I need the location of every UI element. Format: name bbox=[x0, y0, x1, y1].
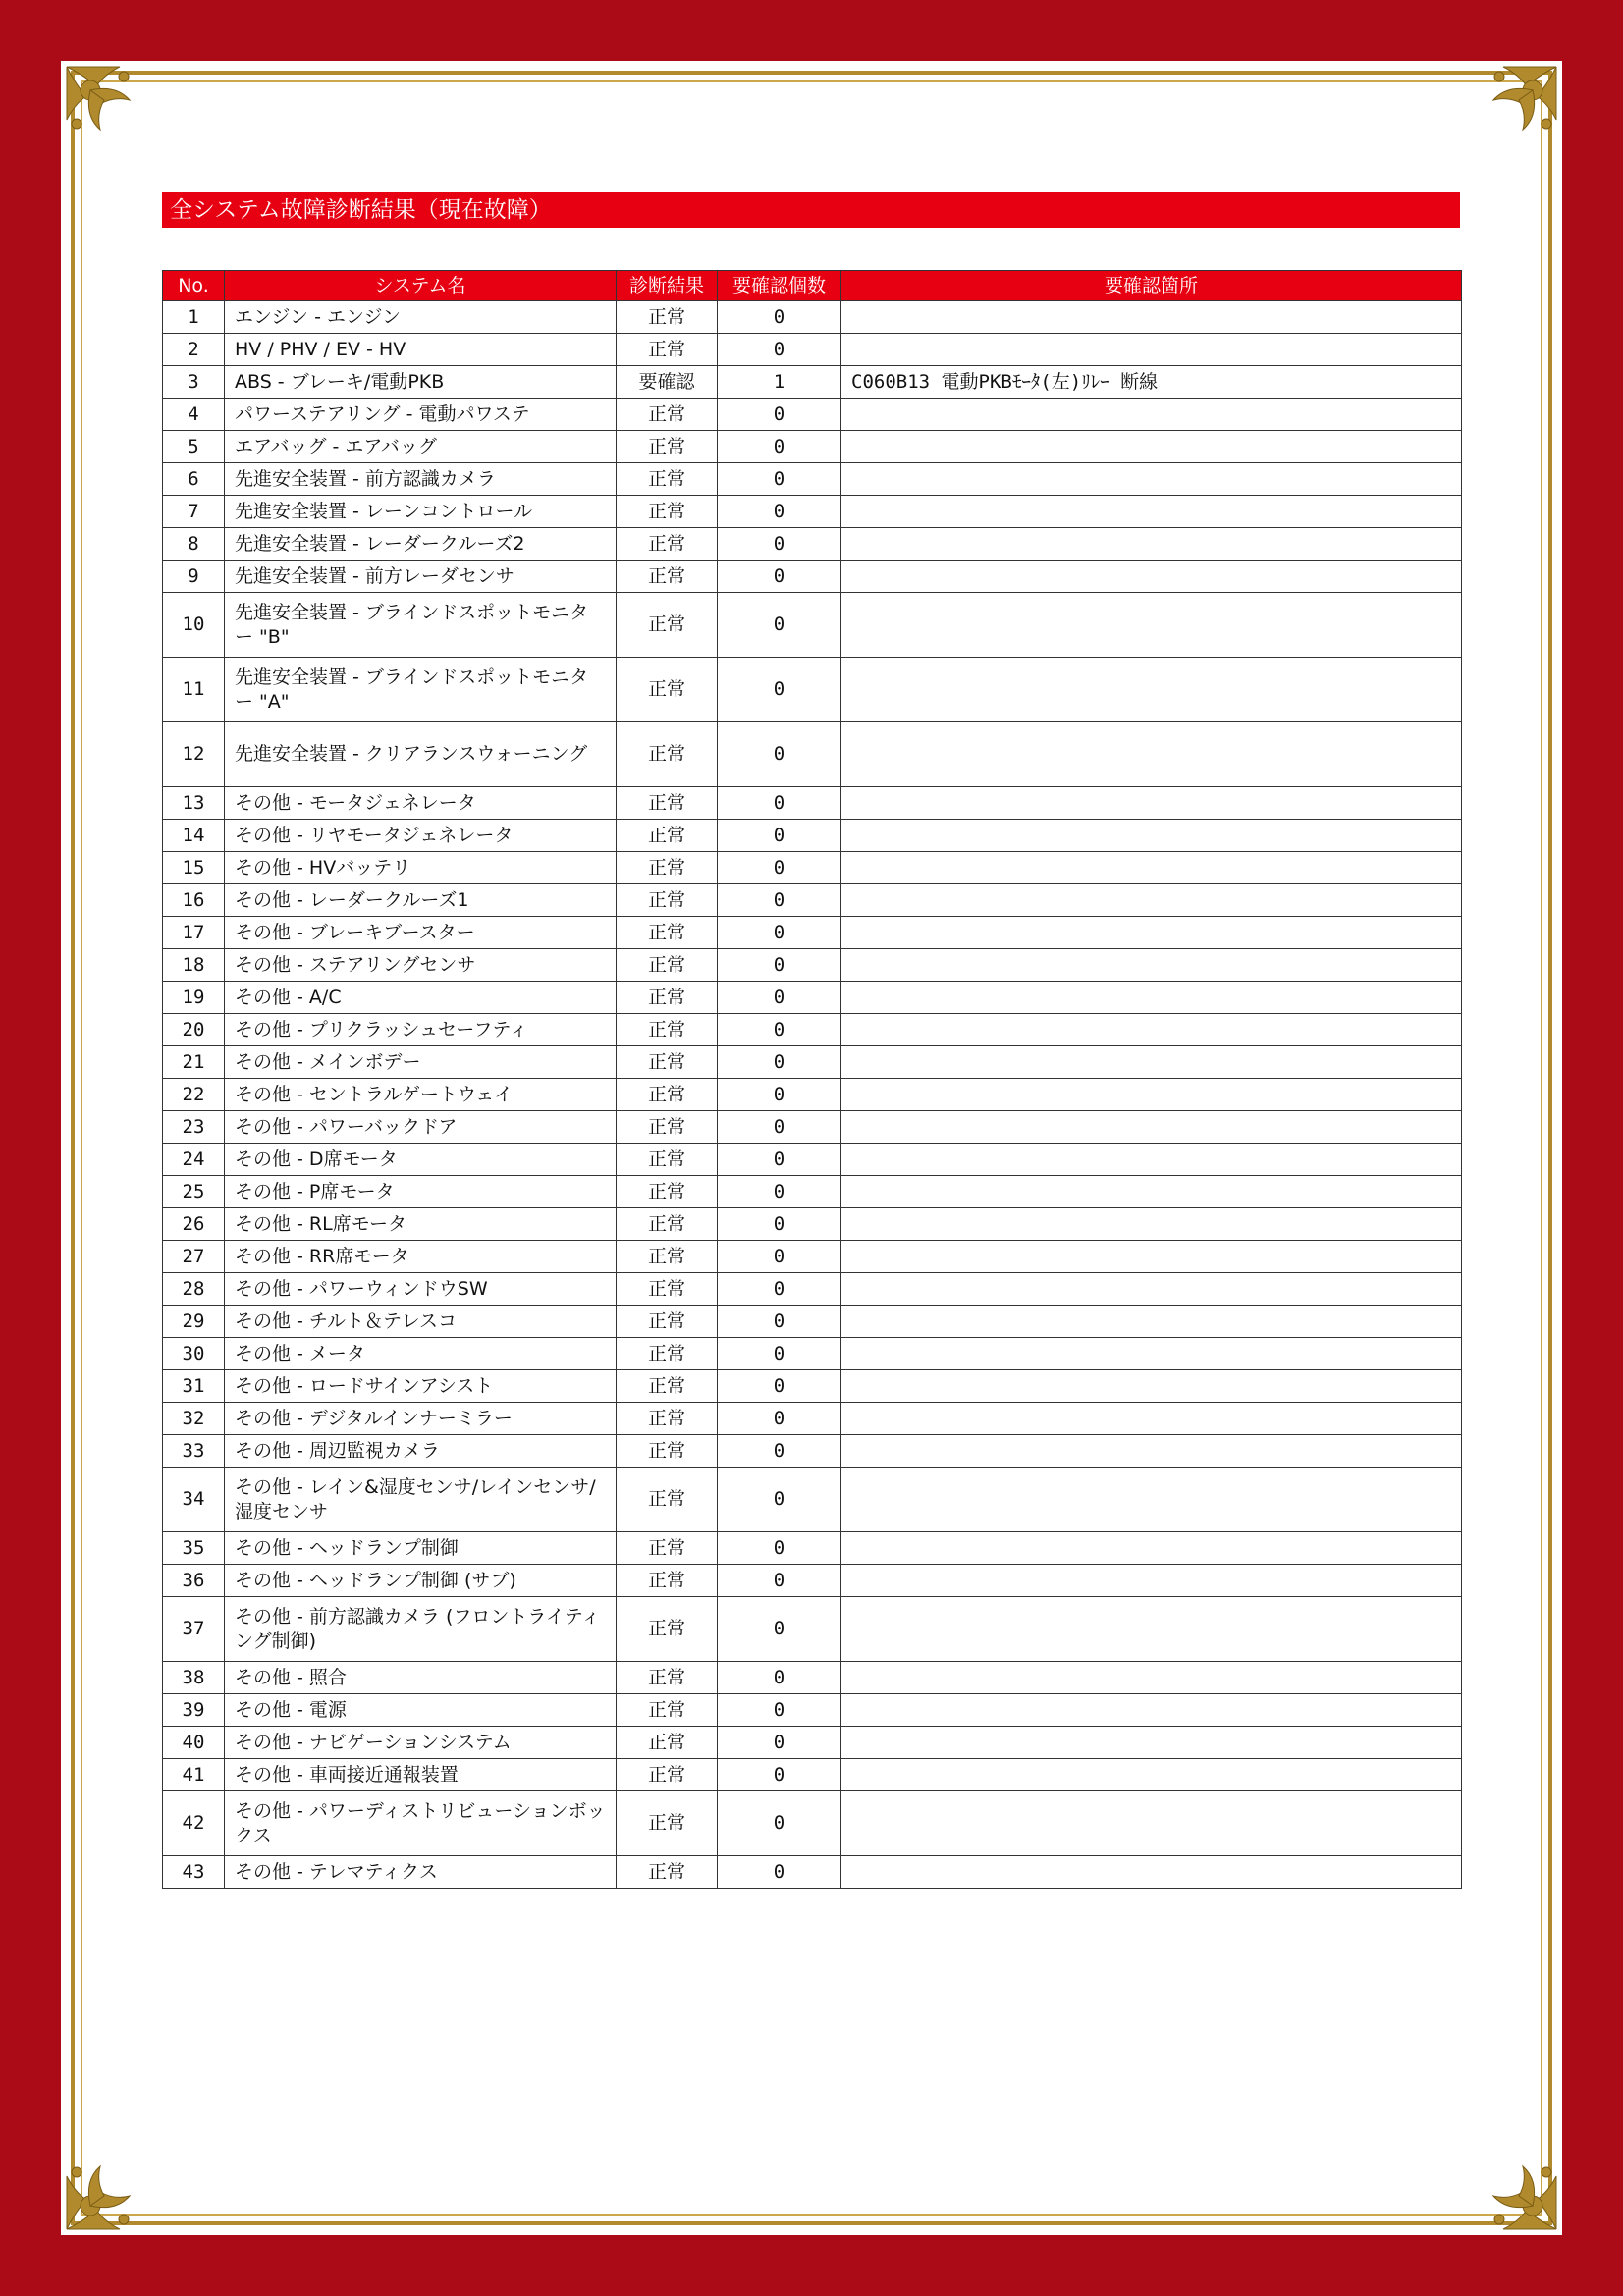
row-count-cell: 0 bbox=[718, 917, 841, 949]
row-no-cell: 38 bbox=[163, 1662, 225, 1694]
row-system-cell: その他 - D席モータ bbox=[225, 1144, 617, 1176]
row-detail-cell bbox=[841, 399, 1462, 431]
row-detail-cell bbox=[841, 496, 1462, 528]
row-result-cell: 正常 bbox=[617, 722, 718, 787]
row-no-cell: 29 bbox=[163, 1306, 225, 1338]
row-result-cell: 正常 bbox=[617, 1532, 718, 1565]
row-detail-cell bbox=[841, 1727, 1462, 1759]
row-no-cell: 32 bbox=[163, 1403, 225, 1435]
row-count-cell: 0 bbox=[718, 884, 841, 917]
row-no-cell: 9 bbox=[163, 561, 225, 593]
row-count-cell: 0 bbox=[718, 528, 841, 561]
row-system-cell: 先進安全装置 - ブラインドスポットモニター "B" bbox=[225, 593, 617, 658]
row-detail-cell bbox=[841, 1597, 1462, 1662]
row-count-cell: 0 bbox=[718, 820, 841, 852]
row-system-cell: その他 - デジタルインナーミラー bbox=[225, 1403, 617, 1435]
row-result-cell: 正常 bbox=[617, 787, 718, 820]
row-detail-cell bbox=[841, 884, 1462, 917]
row-no-cell: 5 bbox=[163, 431, 225, 463]
table-row bbox=[163, 1791, 1462, 1856]
row-count-cell: 0 bbox=[718, 852, 841, 884]
row-detail-cell bbox=[841, 301, 1462, 334]
table-row bbox=[163, 1662, 1462, 1694]
row-result-cell: 正常 bbox=[617, 1727, 718, 1759]
row-result-cell: 正常 bbox=[617, 1144, 718, 1176]
table-row bbox=[163, 852, 1462, 884]
row-no-cell: 31 bbox=[163, 1370, 225, 1403]
row-detail-cell bbox=[841, 1694, 1462, 1727]
row-system-cell: その他 - テレマティクス bbox=[225, 1856, 617, 1889]
corner-ornament-icon bbox=[1454, 61, 1562, 169]
row-count-cell: 0 bbox=[718, 301, 841, 334]
row-system-cell: その他 - 照合 bbox=[225, 1662, 617, 1694]
row-count-cell: 0 bbox=[718, 399, 841, 431]
table-row bbox=[163, 722, 1462, 787]
row-system-cell: 先進安全装置 - 前方レーダセンサ bbox=[225, 561, 617, 593]
row-system-cell: ABS - ブレーキ/電動PKB bbox=[225, 366, 617, 399]
row-no-cell: 20 bbox=[163, 1014, 225, 1046]
row-system-cell: その他 - メインボデー bbox=[225, 1046, 617, 1079]
row-system-cell: エンジン - エンジン bbox=[225, 301, 617, 334]
table-body bbox=[163, 301, 1462, 1889]
row-count-cell: 0 bbox=[718, 1241, 841, 1273]
row-result-cell: 正常 bbox=[617, 1208, 718, 1241]
row-system-cell: その他 - P席モータ bbox=[225, 1176, 617, 1208]
row-no-cell: 13 bbox=[163, 787, 225, 820]
corner-ornament-icon bbox=[61, 2127, 169, 2235]
row-detail-cell bbox=[841, 982, 1462, 1014]
row-no-cell: 42 bbox=[163, 1791, 225, 1856]
row-no-cell: 12 bbox=[163, 722, 225, 787]
row-no-cell: 4 bbox=[163, 399, 225, 431]
row-count-cell: 0 bbox=[718, 463, 841, 496]
row-count-cell: 0 bbox=[718, 1079, 841, 1111]
row-result-cell: 正常 bbox=[617, 1370, 718, 1403]
row-count-cell: 0 bbox=[718, 1532, 841, 1565]
row-detail-cell bbox=[841, 722, 1462, 787]
row-detail-cell bbox=[841, 1759, 1462, 1791]
row-no-cell: 21 bbox=[163, 1046, 225, 1079]
row-system-cell: 先進安全装置 - クリアランスウォーニング bbox=[225, 722, 617, 787]
row-result-cell: 正常 bbox=[617, 1468, 718, 1532]
row-detail-cell bbox=[841, 852, 1462, 884]
row-detail-cell bbox=[841, 1241, 1462, 1273]
row-detail-cell bbox=[841, 1791, 1462, 1856]
row-result-cell: 正常 bbox=[617, 1338, 718, 1370]
row-result-cell: 正常 bbox=[617, 399, 718, 431]
table-row bbox=[163, 1532, 1462, 1565]
row-result-cell: 正常 bbox=[617, 334, 718, 366]
row-no-cell: 22 bbox=[163, 1079, 225, 1111]
table-row bbox=[163, 1241, 1462, 1273]
row-detail-cell bbox=[841, 1403, 1462, 1435]
row-system-cell: その他 - 車両接近通報装置 bbox=[225, 1759, 617, 1791]
row-no-cell: 33 bbox=[163, 1435, 225, 1468]
row-detail-cell bbox=[841, 334, 1462, 366]
row-system-cell: 先進安全装置 - ブラインドスポットモニター "A" bbox=[225, 658, 617, 722]
row-no-cell: 43 bbox=[163, 1856, 225, 1889]
row-no-cell: 16 bbox=[163, 884, 225, 917]
row-result-cell: 正常 bbox=[617, 1079, 718, 1111]
row-detail-cell bbox=[841, 1565, 1462, 1597]
table-row bbox=[163, 1111, 1462, 1144]
row-result-cell: 正常 bbox=[617, 1856, 718, 1889]
table-row bbox=[163, 1208, 1462, 1241]
table-row bbox=[163, 1079, 1462, 1111]
row-detail-cell bbox=[841, 431, 1462, 463]
table-row bbox=[163, 1694, 1462, 1727]
row-count-cell: 0 bbox=[718, 658, 841, 722]
row-result-cell: 正常 bbox=[617, 1694, 718, 1727]
row-count-cell: 0 bbox=[718, 431, 841, 463]
table-row bbox=[163, 399, 1462, 431]
table-row bbox=[163, 366, 1462, 399]
row-detail-cell bbox=[841, 463, 1462, 496]
row-no-cell: 24 bbox=[163, 1144, 225, 1176]
row-system-cell: その他 - パワーディストリビューションボックス bbox=[225, 1791, 617, 1856]
row-count-cell: 0 bbox=[718, 593, 841, 658]
row-no-cell: 10 bbox=[163, 593, 225, 658]
row-no-cell: 41 bbox=[163, 1759, 225, 1791]
row-system-cell: その他 - パワーウィンドウSW bbox=[225, 1273, 617, 1306]
row-detail-cell: C060B13 電動PKBﾓｰﾀ(左)ﾘﾚｰ 断線 bbox=[841, 366, 1462, 399]
row-result-cell: 正常 bbox=[617, 496, 718, 528]
table-row bbox=[163, 1370, 1462, 1403]
row-system-cell: その他 - レイン&湿度センサ/レインセンサ/湿度センサ bbox=[225, 1468, 617, 1532]
row-result-cell: 要確認 bbox=[617, 366, 718, 399]
row-count-cell: 0 bbox=[718, 1727, 841, 1759]
row-count-cell: 0 bbox=[718, 1014, 841, 1046]
header-detail: 要確認箇所 bbox=[841, 271, 1462, 301]
table-row bbox=[163, 1046, 1462, 1079]
row-count-cell: 0 bbox=[718, 1856, 841, 1889]
row-result-cell: 正常 bbox=[617, 1435, 718, 1468]
row-result-cell: 正常 bbox=[617, 917, 718, 949]
row-detail-cell bbox=[841, 1468, 1462, 1532]
row-count-cell: 0 bbox=[718, 982, 841, 1014]
table-row bbox=[163, 949, 1462, 982]
header-no: No. bbox=[163, 271, 225, 301]
row-detail-cell bbox=[841, 561, 1462, 593]
table-row bbox=[163, 1014, 1462, 1046]
row-no-cell: 36 bbox=[163, 1565, 225, 1597]
row-count-cell: 0 bbox=[718, 1759, 841, 1791]
row-count-cell: 0 bbox=[718, 1597, 841, 1662]
row-detail-cell bbox=[841, 1111, 1462, 1144]
row-system-cell: 先進安全装置 - 前方認識カメラ bbox=[225, 463, 617, 496]
table-row bbox=[163, 1435, 1462, 1468]
row-system-cell: その他 - パワーバックドア bbox=[225, 1111, 617, 1144]
row-result-cell: 正常 bbox=[617, 1241, 718, 1273]
header-count: 要確認個数 bbox=[718, 271, 841, 301]
row-system-cell: その他 - メータ bbox=[225, 1338, 617, 1370]
row-count-cell: 0 bbox=[718, 1111, 841, 1144]
table-row bbox=[163, 917, 1462, 949]
table-row bbox=[163, 431, 1462, 463]
row-system-cell: その他 - プリクラッシュセーフティ bbox=[225, 1014, 617, 1046]
row-detail-cell bbox=[841, 1338, 1462, 1370]
row-no-cell: 19 bbox=[163, 982, 225, 1014]
row-detail-cell bbox=[841, 820, 1462, 852]
table-row bbox=[163, 1403, 1462, 1435]
row-system-cell: その他 - ブレーキブースター bbox=[225, 917, 617, 949]
row-detail-cell bbox=[841, 658, 1462, 722]
table-row bbox=[163, 301, 1462, 334]
row-count-cell: 0 bbox=[718, 334, 841, 366]
corner-ornament-icon bbox=[1454, 2127, 1562, 2235]
table-header-row bbox=[163, 271, 1462, 301]
row-system-cell: その他 - セントラルゲートウェイ bbox=[225, 1079, 617, 1111]
row-result-cell: 正常 bbox=[617, 1662, 718, 1694]
table-row bbox=[163, 1144, 1462, 1176]
header-result: 診断結果 bbox=[617, 271, 718, 301]
row-result-cell: 正常 bbox=[617, 301, 718, 334]
row-count-cell: 1 bbox=[718, 366, 841, 399]
row-no-cell: 26 bbox=[163, 1208, 225, 1241]
row-system-cell: その他 - 前方認識カメラ (フロントライティング制御) bbox=[225, 1597, 617, 1662]
row-detail-cell bbox=[841, 1208, 1462, 1241]
report-page bbox=[61, 61, 1562, 2235]
table-row bbox=[163, 1565, 1462, 1597]
row-system-cell: その他 - HVバッテリ bbox=[225, 852, 617, 884]
row-count-cell: 0 bbox=[718, 1694, 841, 1727]
row-system-cell: その他 - ヘッドランプ制御 (サブ) bbox=[225, 1565, 617, 1597]
row-result-cell: 正常 bbox=[617, 1273, 718, 1306]
row-count-cell: 0 bbox=[718, 1273, 841, 1306]
row-detail-cell bbox=[841, 1079, 1462, 1111]
row-no-cell: 27 bbox=[163, 1241, 225, 1273]
row-result-cell: 正常 bbox=[617, 949, 718, 982]
row-result-cell: 正常 bbox=[617, 820, 718, 852]
row-count-cell: 0 bbox=[718, 949, 841, 982]
row-result-cell: 正常 bbox=[617, 884, 718, 917]
row-detail-cell bbox=[841, 1144, 1462, 1176]
row-system-cell: その他 - ナビゲーションシステム bbox=[225, 1727, 617, 1759]
row-result-cell: 正常 bbox=[617, 431, 718, 463]
row-count-cell: 0 bbox=[718, 1144, 841, 1176]
row-no-cell: 11 bbox=[163, 658, 225, 722]
row-no-cell: 7 bbox=[163, 496, 225, 528]
row-result-cell: 正常 bbox=[617, 1306, 718, 1338]
header-system: システム名 bbox=[225, 271, 617, 301]
row-detail-cell bbox=[841, 593, 1462, 658]
row-system-cell: その他 - ヘッドランプ制御 bbox=[225, 1532, 617, 1565]
row-system-cell: 先進安全装置 - レーンコントロール bbox=[225, 496, 617, 528]
row-system-cell: パワーステアリング - 電動パワステ bbox=[225, 399, 617, 431]
row-system-cell: その他 - RL席モータ bbox=[225, 1208, 617, 1241]
row-system-cell: その他 - リヤモータジェネレータ bbox=[225, 820, 617, 852]
row-no-cell: 17 bbox=[163, 917, 225, 949]
row-detail-cell bbox=[841, 917, 1462, 949]
table-row bbox=[163, 982, 1462, 1014]
table-row bbox=[163, 1273, 1462, 1306]
row-count-cell: 0 bbox=[718, 1338, 841, 1370]
row-system-cell: その他 - ステアリングセンサ bbox=[225, 949, 617, 982]
row-result-cell: 正常 bbox=[617, 1111, 718, 1144]
row-detail-cell bbox=[841, 949, 1462, 982]
table-row bbox=[163, 820, 1462, 852]
table-row bbox=[163, 528, 1462, 561]
row-result-cell: 正常 bbox=[617, 1565, 718, 1597]
table-row bbox=[163, 593, 1462, 658]
row-detail-cell bbox=[841, 1046, 1462, 1079]
row-no-cell: 28 bbox=[163, 1273, 225, 1306]
row-result-cell: 正常 bbox=[617, 852, 718, 884]
row-count-cell: 0 bbox=[718, 787, 841, 820]
row-detail-cell bbox=[841, 1273, 1462, 1306]
row-no-cell: 1 bbox=[163, 301, 225, 334]
row-count-cell: 0 bbox=[718, 496, 841, 528]
table-row bbox=[163, 884, 1462, 917]
row-no-cell: 8 bbox=[163, 528, 225, 561]
row-result-cell: 正常 bbox=[617, 1014, 718, 1046]
row-result-cell: 正常 bbox=[617, 1597, 718, 1662]
row-system-cell: HV / PHV / EV - HV bbox=[225, 334, 617, 366]
table-row bbox=[163, 496, 1462, 528]
row-detail-cell bbox=[841, 528, 1462, 561]
row-count-cell: 0 bbox=[718, 1306, 841, 1338]
table-row bbox=[163, 1176, 1462, 1208]
table-row bbox=[163, 658, 1462, 722]
row-detail-cell bbox=[841, 1014, 1462, 1046]
table-row bbox=[163, 334, 1462, 366]
row-count-cell: 0 bbox=[718, 1435, 841, 1468]
row-result-cell: 正常 bbox=[617, 982, 718, 1014]
row-count-cell: 0 bbox=[718, 722, 841, 787]
table-row bbox=[163, 1856, 1462, 1889]
table-row bbox=[163, 1759, 1462, 1791]
row-result-cell: 正常 bbox=[617, 1176, 718, 1208]
row-count-cell: 0 bbox=[718, 1176, 841, 1208]
row-detail-cell bbox=[841, 787, 1462, 820]
table-row bbox=[163, 1468, 1462, 1532]
row-result-cell: 正常 bbox=[617, 528, 718, 561]
table-row bbox=[163, 1306, 1462, 1338]
row-no-cell: 18 bbox=[163, 949, 225, 982]
row-no-cell: 37 bbox=[163, 1597, 225, 1662]
row-system-cell: エアバッグ - エアバッグ bbox=[225, 431, 617, 463]
corner-ornament-icon bbox=[61, 61, 169, 169]
row-no-cell: 15 bbox=[163, 852, 225, 884]
row-system-cell: その他 - レーダークルーズ1 bbox=[225, 884, 617, 917]
table-row bbox=[163, 561, 1462, 593]
row-system-cell: その他 - A/C bbox=[225, 982, 617, 1014]
table-row bbox=[163, 1727, 1462, 1759]
row-count-cell: 0 bbox=[718, 1468, 841, 1532]
row-count-cell: 0 bbox=[718, 1565, 841, 1597]
row-no-cell: 23 bbox=[163, 1111, 225, 1144]
section-title: 全システム故障診断結果（現在故障） bbox=[162, 192, 1460, 228]
table-row bbox=[163, 1338, 1462, 1370]
table-row bbox=[163, 1597, 1462, 1662]
row-system-cell: その他 - RR席モータ bbox=[225, 1241, 617, 1273]
row-system-cell: 先進安全装置 - レーダークルーズ2 bbox=[225, 528, 617, 561]
row-result-cell: 正常 bbox=[617, 658, 718, 722]
row-count-cell: 0 bbox=[718, 1662, 841, 1694]
row-count-cell: 0 bbox=[718, 1046, 841, 1079]
row-detail-cell bbox=[841, 1532, 1462, 1565]
row-result-cell: 正常 bbox=[617, 1759, 718, 1791]
row-no-cell: 30 bbox=[163, 1338, 225, 1370]
row-no-cell: 34 bbox=[163, 1468, 225, 1532]
diagnosis-table bbox=[162, 270, 1462, 1889]
row-no-cell: 40 bbox=[163, 1727, 225, 1759]
row-no-cell: 3 bbox=[163, 366, 225, 399]
row-result-cell: 正常 bbox=[617, 561, 718, 593]
row-detail-cell bbox=[841, 1370, 1462, 1403]
row-result-cell: 正常 bbox=[617, 593, 718, 658]
row-system-cell: その他 - チルト＆テレスコ bbox=[225, 1306, 617, 1338]
row-result-cell: 正常 bbox=[617, 1046, 718, 1079]
row-no-cell: 35 bbox=[163, 1532, 225, 1565]
row-result-cell: 正常 bbox=[617, 1791, 718, 1856]
table-row bbox=[163, 463, 1462, 496]
row-detail-cell bbox=[841, 1306, 1462, 1338]
row-count-cell: 0 bbox=[718, 561, 841, 593]
row-no-cell: 39 bbox=[163, 1694, 225, 1727]
row-no-cell: 14 bbox=[163, 820, 225, 852]
row-system-cell: その他 - モータジェネレータ bbox=[225, 787, 617, 820]
row-no-cell: 6 bbox=[163, 463, 225, 496]
row-system-cell: その他 - 電源 bbox=[225, 1694, 617, 1727]
row-detail-cell bbox=[841, 1176, 1462, 1208]
row-count-cell: 0 bbox=[718, 1791, 841, 1856]
row-no-cell: 25 bbox=[163, 1176, 225, 1208]
row-result-cell: 正常 bbox=[617, 463, 718, 496]
row-no-cell: 2 bbox=[163, 334, 225, 366]
row-count-cell: 0 bbox=[718, 1208, 841, 1241]
row-detail-cell bbox=[841, 1662, 1462, 1694]
row-count-cell: 0 bbox=[718, 1370, 841, 1403]
row-count-cell: 0 bbox=[718, 1403, 841, 1435]
row-detail-cell bbox=[841, 1435, 1462, 1468]
table-row bbox=[163, 787, 1462, 820]
row-system-cell: その他 - 周辺監視カメラ bbox=[225, 1435, 617, 1468]
row-result-cell: 正常 bbox=[617, 1403, 718, 1435]
row-detail-cell bbox=[841, 1856, 1462, 1889]
row-system-cell: その他 - ロードサインアシスト bbox=[225, 1370, 617, 1403]
